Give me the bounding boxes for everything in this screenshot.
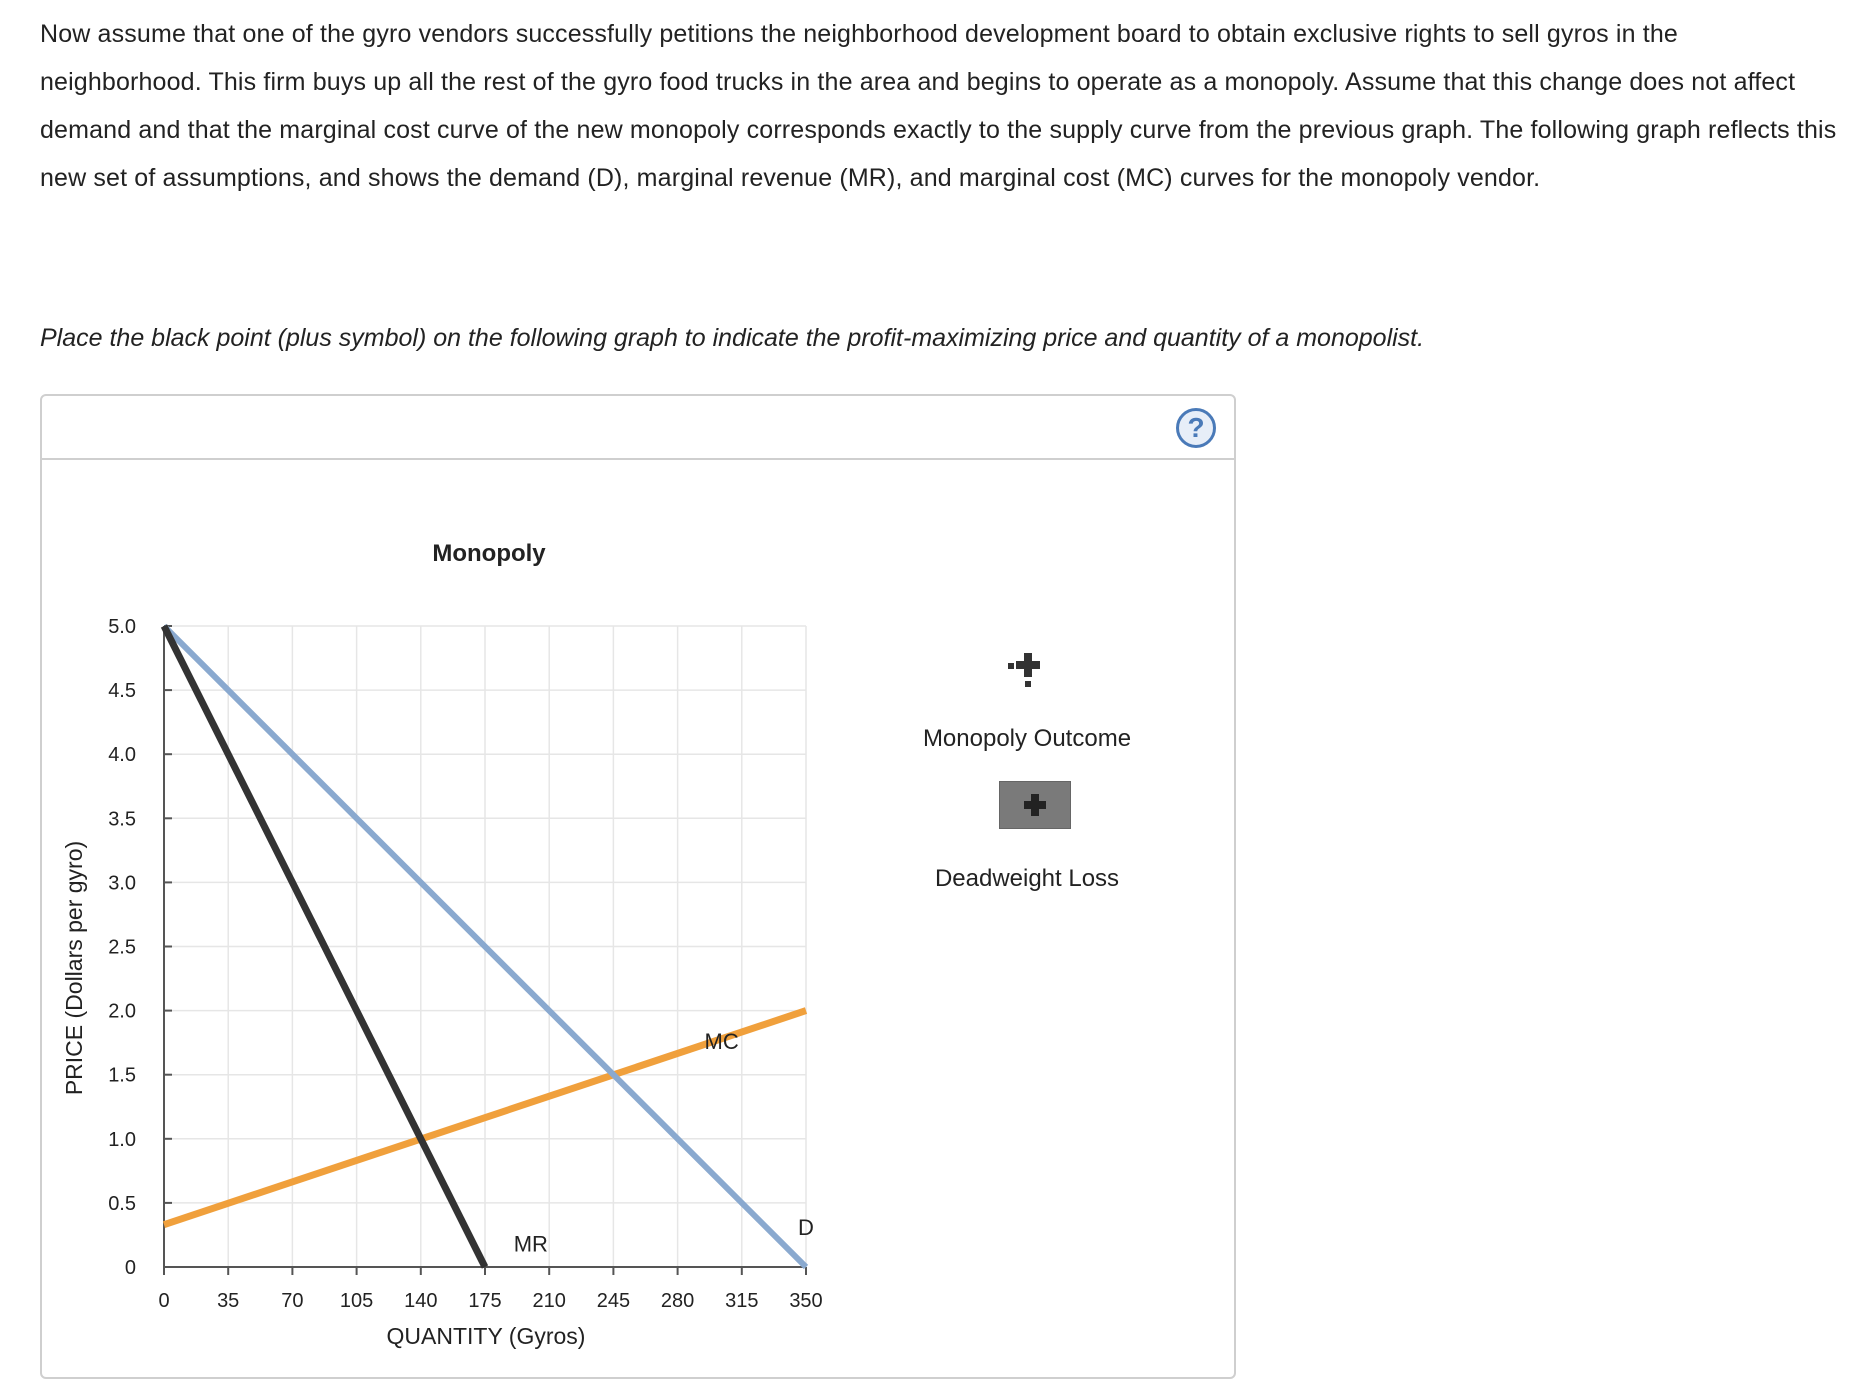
x-tick-label: 280 [660, 1290, 695, 1312]
help-icon[interactable]: ? [1176, 408, 1216, 448]
x-tick-label: 210 [532, 1290, 566, 1312]
x-tick-label: 105 [339, 1290, 374, 1312]
x-axis-label: QUANTITY (Gyros) [386, 1323, 586, 1349]
x-tick-label: 70 [281, 1290, 304, 1312]
y-tick-label: 2.0 [108, 1000, 136, 1023]
x-tick-label: 315 [725, 1290, 759, 1312]
y-tick-label: 3.0 [108, 872, 136, 895]
y-tick-label: 3.5 [108, 808, 136, 831]
chart-labels [514, 1029, 814, 1257]
y-axis-label: PRICE (Dollars per gyro) [61, 840, 87, 1096]
y-tick-label: 0.5 [108, 1192, 136, 1215]
y-tick-label: 0 [124, 1257, 136, 1279]
y-tick-label: 2.5 [108, 936, 136, 959]
intro-paragraph: Now assume that one of the gyro vendors successfully petitions the neighborhood development board to obtain exclusive rights to sell gyros in the neighborhood. This firm buys up all the rest of the gyro food trucks in the area and begins to operate as a monopoly. Assume that this change does not affect demand and that the marginal cost curve of the new monopoly corresponds exactly to the supply curve from the previous graph. The following graph reflects this new set of assumptions, and shows the demand (D), marginal revenue (MR), and marginal cost (MC) curves for the monopoly vendor. [40, 20, 1837, 192]
d-curve-label: D [798, 1214, 814, 1240]
plus-icon [999, 781, 1071, 829]
y-tick-label: 1.0 [108, 1128, 136, 1151]
mc-curve-label: MC [704, 1029, 739, 1055]
x-tick-label: 140 [404, 1290, 438, 1312]
y-tick-label: 4.0 [108, 744, 136, 767]
y-tick-label: 5.0 [108, 616, 136, 638]
x-tick-label: 245 [596, 1290, 631, 1312]
x-tick-label: 350 [789, 1290, 823, 1312]
x-tick-label: 175 [468, 1290, 502, 1312]
chart-title: Monopoly [432, 540, 546, 567]
mr-curve-label: MR [513, 1231, 548, 1257]
y-tick-label: 1.5 [108, 1064, 136, 1087]
deadweight-loss-label: Deadweight Loss [934, 865, 1120, 892]
monopoly-outcome-tool[interactable] [1008, 650, 1048, 692]
graph-panel [40, 394, 1236, 1379]
x-tick-label: 0 [158, 1290, 170, 1312]
deadweight-loss-tool[interactable] [999, 781, 1071, 829]
instruction-text: Place the black point (plus symbol) on the following graph to indicate the profit-maximizing price and quantity of a monopolist. [40, 324, 1425, 352]
x-tick-label: 35 [217, 1290, 240, 1312]
monopoly-outcome-label: Monopoly Outcome [922, 725, 1132, 752]
y-tick-label: 4.5 [108, 680, 136, 703]
